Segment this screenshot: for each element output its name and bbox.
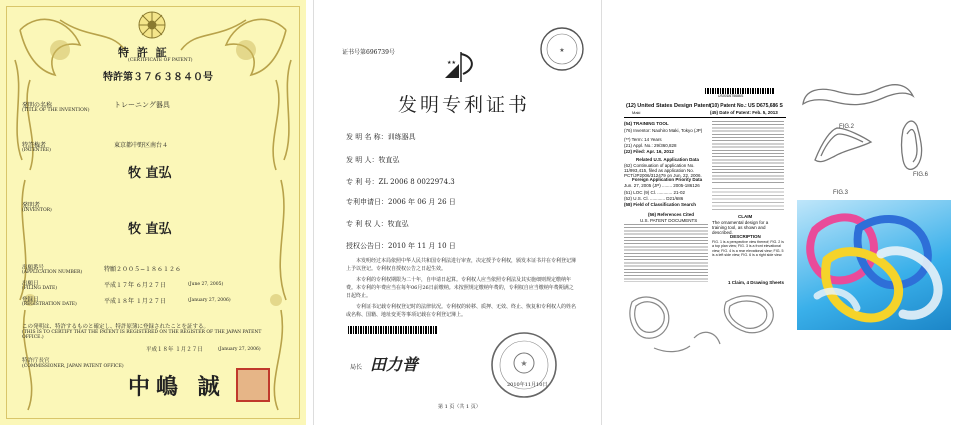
class-text: (51) LOC (9) Cl. ............ 21-02 — [624, 190, 686, 195]
china-certificate — [313, 0, 602, 425]
fig-3-label: FIG.3 — [833, 190, 849, 196]
filing-date: 专利申请日：2006 年 06 月 26 日 — [346, 198, 456, 206]
inventor-label-en: (INVENTOR) — [22, 208, 52, 213]
field-54: (54) TRAINING TOOL — [624, 121, 669, 126]
chrysanthemum-emblem-icon — [137, 10, 167, 40]
claim-heading: CLAIM — [738, 214, 753, 219]
seal-date: 2010年11月10日 — [507, 382, 548, 388]
patent-number: 专 利 号：ZL 2006 8 0022974.3 — [346, 178, 455, 186]
us-class: (52) U.S. Cl. ............ D21/686 — [624, 196, 684, 201]
line-drawings-icon — [795, 0, 953, 200]
description-heading: DESCRIPTION — [730, 234, 761, 239]
svg-text:★★: ★★ — [447, 60, 456, 66]
patentee-label: 特許権者 — [22, 142, 47, 149]
references-subheading: U.S. PATENT DOCUMENTS — [640, 218, 698, 223]
patent-number: (10) Patent No.: US D675,686 S — [710, 103, 783, 109]
patent-number: 特許第３７６３８４０号 — [103, 72, 213, 83]
references-heading: (56) References Cited — [648, 212, 695, 217]
barcode-icon — [348, 326, 438, 334]
commissioner-label: 特許庁長官 — [22, 358, 50, 364]
app-no-label: 出願番号 — [22, 265, 45, 271]
patentee: 专 利 权 人：牧直弘 — [346, 220, 409, 228]
field-76: (76) Inventor: Naohiro Maki, Tokyo (JP) — [624, 128, 703, 133]
certificate-title: 发明专利证书 — [398, 94, 531, 116]
certificate-subtitle: (CERTIFICATE OF PATENT) — [128, 58, 193, 63]
inventor-surname: Maki — [632, 110, 641, 115]
page-number: 第 1 页（共 1 页） — [438, 404, 481, 410]
grant-date: 授权公告日：2010 年 11 月 10 日 — [346, 242, 456, 250]
svg-text:★: ★ — [559, 47, 565, 54]
inventor: 发 明 人：牧直弘 — [346, 156, 400, 164]
field-term: (**) Term: 14 Years — [624, 137, 662, 142]
app-no-value: 特願２００５−１８６１２６ — [104, 266, 182, 273]
invention-label: 発明の名称 — [22, 102, 53, 109]
reg-value-en: (January 27, 2006) — [188, 298, 231, 303]
references-list — [624, 224, 708, 282]
certificate-number: 证书号第696739号 — [342, 49, 395, 56]
front-page-drawing-icon — [624, 288, 789, 358]
filing-label: 出願日 — [22, 281, 39, 287]
design-drawings-panel — [795, 0, 953, 425]
fig-2-label: FIG.2 — [839, 124, 855, 130]
patent-date: (45) Date of Patent: Feb. 5, 2013 — [710, 110, 778, 115]
search-heading: (58) Field of Classification Search — [624, 202, 697, 207]
references-list-2 — [712, 121, 784, 183]
paragraph-2: 本专利的专利权期限为二十年，自申请日起算。专利权人应当依照专利法及其实施细则规定缴纳年费。本专利的年费应当在每年06月26日前缴纳。未按照规定缴纳年费的，专利权自应当缴纳年费期满之日起终止。 — [346, 277, 574, 299]
certification-statement: この発明は、特許するものと確定し、特許原簿に登録されたことを証する。 — [22, 324, 210, 330]
red-seal-stamp-icon — [236, 368, 270, 402]
product-photo — [797, 200, 951, 330]
japan-certificate — [0, 0, 306, 425]
patentee-label-en: (PATENTEE) — [22, 148, 51, 153]
commissioner-name: 中嶋 誠 — [128, 374, 226, 400]
director-label: 局长 — [350, 364, 363, 371]
issue-date: 平成１８年 １月２７日 — [146, 347, 203, 353]
related-text: (62) Continuation of application No. 11/993,415, filed as application No. PCT/JP2006/312479 on Jun. 22, 2006. — [624, 163, 702, 178]
issue-date-en: (January 27, 2006) — [218, 347, 261, 352]
claim-text: The ornamental design for a training tool, as shown and described. — [712, 220, 769, 235]
paragraph-3: 专利证书记载专利权登记时的法律状况。专利权的转移、质押、无效、终止、恢复和专利权人的姓名或名称、国籍、地址变更等事项记载在专利登记簿上。 — [346, 304, 577, 318]
header-divider — [624, 117, 786, 118]
foreign-heading: Foreign Application Priority Data — [632, 177, 703, 182]
us-design-patent — [610, 0, 795, 425]
invention-value: トレーニング器具 — [114, 101, 170, 109]
examiner-text — [712, 188, 784, 210]
field-21: (21) Appl. No.: 29/360,828 — [624, 143, 677, 148]
invention-name: 发 明 名 称：训练器具 — [346, 133, 416, 141]
patent-office-logo-icon — [441, 50, 481, 84]
filing-value-en: (June 27, 2005) — [188, 282, 224, 287]
inventor-name: 牧 直弘 — [128, 222, 172, 237]
certificate-title: 特 許 証 — [118, 46, 169, 59]
commissioner-label-en: (COMMISSIONER, JAPAN PATENT OFFICE) — [22, 364, 124, 369]
patentee-address: 東京都中野区南台４ — [114, 142, 169, 149]
round-office-stamp-icon — [538, 25, 586, 73]
description-text: FIG. 1 is a perspective view thereof; FIG. 2 is a top plan view; FIG. 3 is a front elevational view; FIG. 4 is a rear elevational view; FIG. 5 is a left side view; FIG. 6 is a right side view. — [712, 240, 784, 258]
patent-heading: (12) United States Design Patent — [626, 103, 711, 109]
drawing-sheets: 1 Claim, 4 Drawing Sheets — [728, 280, 785, 285]
inventor-label: 発明者 — [22, 202, 41, 209]
related-heading: Related U.S. Application Data — [636, 157, 699, 162]
fig-6-label: FIG.6 — [913, 172, 929, 178]
reg-label-en: (REGISTRATION DATE) — [22, 302, 77, 307]
foreign-text: Jun. 27, 2005 (JP) ........ 2005-186126 — [624, 183, 700, 188]
svg-text:★: ★ — [520, 359, 528, 368]
reg-value: 平成１８年 １月２７日 — [104, 298, 166, 305]
reg-label: 登録日 — [22, 297, 39, 303]
patentee-name: 牧 直弘 — [128, 166, 172, 181]
invention-label-en: (TITLE OF THE INVENTION) — [22, 108, 90, 113]
filing-label-en: (FILING DATE) — [22, 286, 58, 291]
national-seal-icon — [489, 330, 559, 400]
barcode-number: US00D675686S — [718, 94, 744, 98]
app-no-label-en: (APPLICATION NUMBER) — [22, 270, 83, 275]
training-tool-photo-icon — [797, 200, 951, 330]
paragraph-1: 本发明经过本局依照中华人民共和国专利法进行审查，决定授予专利权，颁发本证书并在专利登记簿上予以登记。专利权自授权公告之日起生效。 — [346, 258, 577, 272]
certification-statement-en: (THIS IS TO CERTIFY THAT THE PATENT IS REGISTERED ON THE REGISTER OF THE JAPAN PATENT OFFICE.) — [22, 330, 262, 340]
filing-value: 平成１７年 ６月２７日 — [104, 282, 166, 289]
field-22: (22) Filed: Apr. 16, 2012 — [624, 149, 674, 154]
director-signature: 田力普 — [370, 355, 419, 374]
